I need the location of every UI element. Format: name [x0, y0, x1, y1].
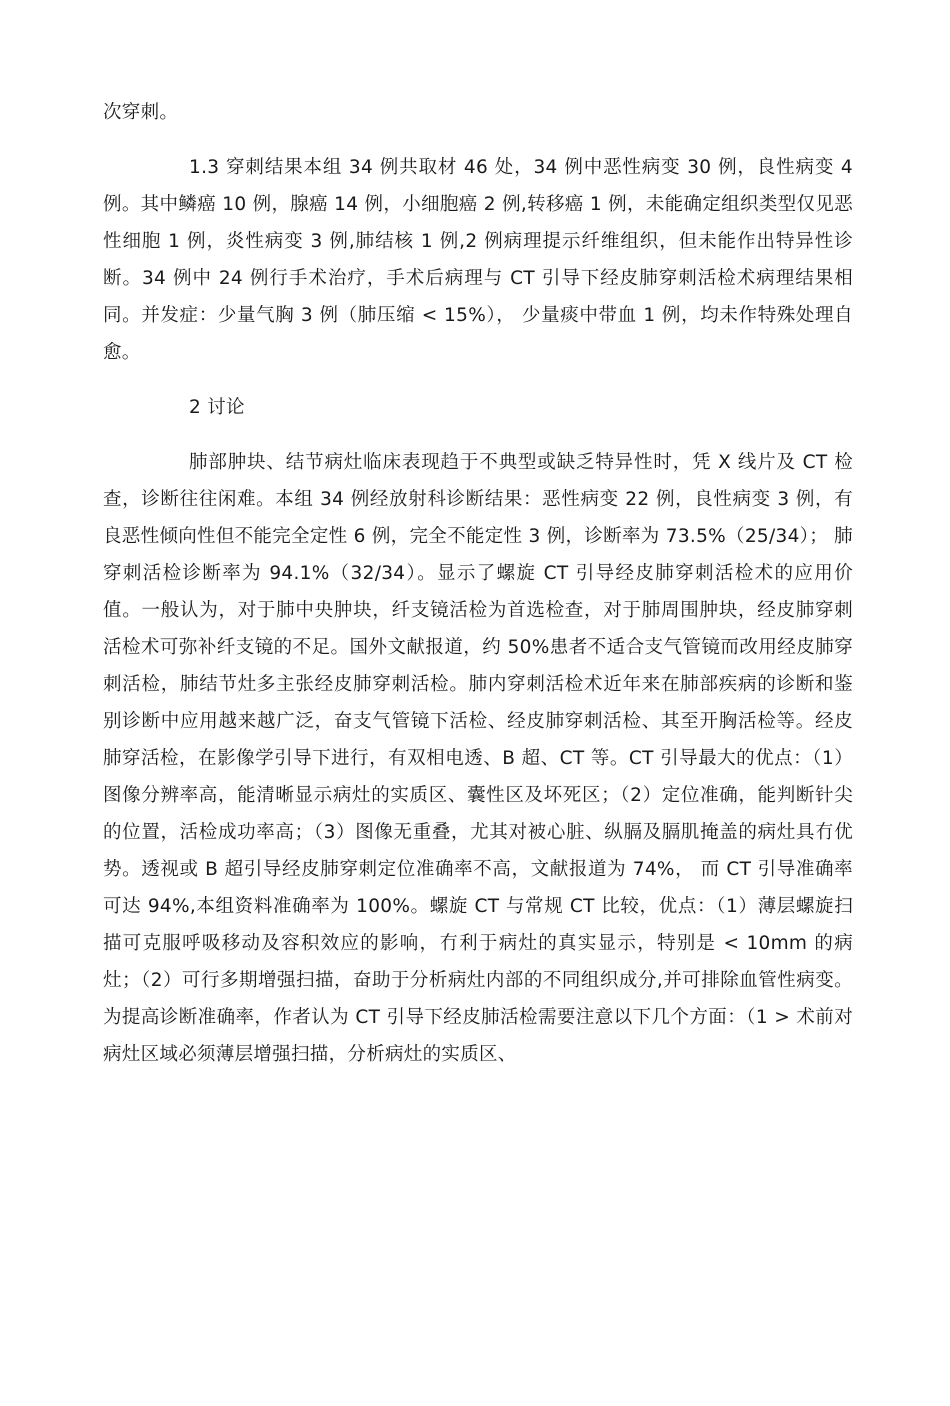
paragraph-discussion: 肺部肿块、结节病灶临床表现趋于不典型或缺乏特异性时，凭 X 线片及 CT 检查，诊断往往闲难。本组 34 例经放射科诊断结果：恶性病变 22 例，良性病变 3 例，有良恶性倾向性但不能完全定性 6 例，完全不能定性 3 例，诊断率为 73.5%（25/34）； 肺穿刺活检诊断率为 94.1%（32/34）。显示了螺旋 CT 引导经皮肺穿刺活检术的应用价值。一般认为，对于肺中央肿块，纤支镜活检为首选检查，对于肺周围肿块，经皮肺穿刺活检术可弥补纤支镜的不足。国外文献报道，约 50%患者不适合支气管镜而改用经皮肺穿刺活检，肺结节灶多主张经皮肺穿刺活检。肺内穿刺活检术近年来在肺部疾病的诊断和鉴别诊断中应用越来越广泛，奋支气管镜下活检、经皮肺穿刺活检、其至开胸活检等。经皮肺穿活检，在影像学引导下进行，有双相电透、B 超、CT 等。CT 引导最大的优点：（1）图像分辨率高，能清晰显示病灶的实质区、囊性区及坏死区；（2）定位准确，能判断针尖的位置，活检成功率高；（3）图像无重叠，尤其对被心脏、纵膈及膈肌掩盖的病灶具冇优势。透视或 B 超引导经皮肺穿刺定位准确率不高，文献报道为 74%， 而 CT 引导准确率可达 94%,本组资料准确率为 100%。螺旋 CT 与常规 CT 比较，优点：（1）薄层螺旋扫描可克服呼吸移动及容积效应的影响，冇利于病灶的真实显示，特别是 < 10mm 的病灶；（2）可行多期增强扫描，奋助于分析病灶内部的不同组织成分,并可排除血管性病变。为提高诊断准确率，作者认为 CT 引导下经皮肺活检需要注意以下几个方面：（1 > 术前对病灶区域必须薄层增强扫描，分析病灶的实质区、 — [103, 452, 853, 1065]
paragraph-continuation: 次穿刺。 — [103, 102, 179, 123]
paragraph-puncture-results: 1.3 穿刺结果本组 34 例共取材 46 处，34 例中恶性病变 30 例，良性病变 4 例。其中鳞癌 10 例，腺癌 14 例，小细胞癌 2 例,转移癌 1 例，未能确定组织类型仅见恶性细胞 1 例，炎性病变 3 例,肺结核 1 例,2 例病理提示纤维组织，但未能作出特异性诊断。34 例中 24 例行手术治疗，手术后病理与 CT 引导下经皮肺穿刺活检术病理结果相同。并发症：少量气胸 3 例（肺压缩 < 15%）， 少量痰中带血 1 例，均未作特殊处理自愈。 — [103, 157, 853, 363]
section-heading-discussion: 2 讨论 — [189, 397, 245, 418]
document-body — [103, 94, 853, 1073]
